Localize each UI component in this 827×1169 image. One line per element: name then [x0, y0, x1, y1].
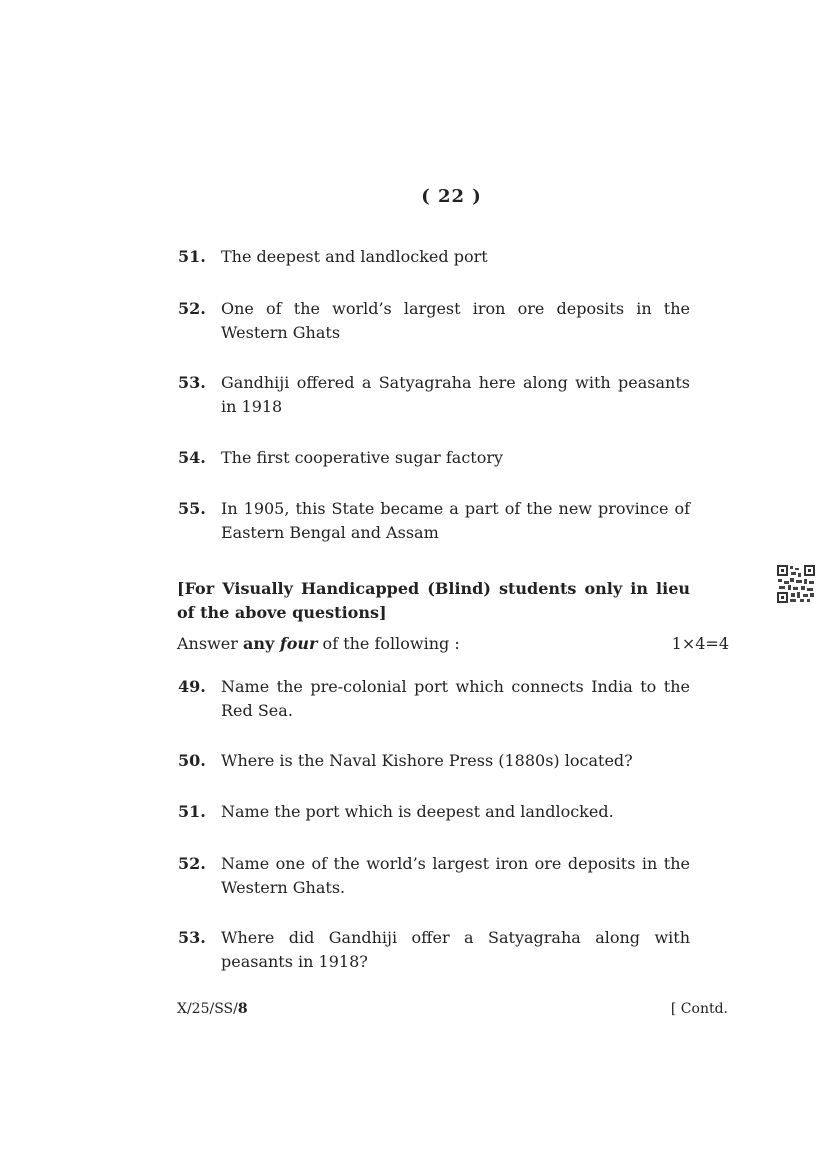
paper-code-prefix: X/25/SS/ [177, 1001, 238, 1017]
blind-students-note: [For Visually Handicapped (Blind) students only in lieu of the above questions] [177, 579, 690, 622]
question-number: 50. [178, 751, 206, 770]
question-55 [178, 497, 690, 545]
question-text: The deepest and landlocked port [221, 247, 488, 266]
question-text: In 1905, this State became a part of the new province of Eastern Bengal and Assam [221, 499, 690, 542]
question-number: 49. [178, 677, 206, 696]
question-text: Where did Gandhiji offer a Satyagraha along with peasants in 1918? [221, 928, 690, 971]
question-52 [178, 297, 690, 345]
question-50 [178, 749, 690, 773]
question-number: 51. [178, 802, 206, 821]
paper-code [177, 999, 248, 1019]
answer-instruction [177, 632, 729, 656]
question-text: Name the pre-colonial port which connects India to the Red Sea. [221, 677, 690, 720]
question-51-blind [178, 800, 690, 824]
qr-code-icon [776, 564, 816, 604]
question-number: 52. [178, 854, 206, 873]
question-text: One of the world’s largest iron ore deposits in the Western Ghats [221, 299, 690, 342]
question-number: 54. [178, 448, 206, 467]
question-54 [178, 446, 690, 470]
instruction-any: any [242, 634, 280, 653]
question-text: Gandhiji offered a Satyagraha here along with peasants in 1918 [221, 373, 690, 416]
instruction-prefix: Answer [177, 634, 243, 653]
question-text: Name one of the world’s largest iron ore deposits in the Western Ghats. [221, 854, 690, 897]
marks-allocation: 1×4=4 [671, 634, 729, 653]
question-text: Where is the Naval Kishore Press (1880s) located? [221, 751, 633, 770]
question-number: 51. [178, 247, 206, 266]
question-52-blind [178, 852, 690, 900]
question-text: The first cooperative sugar factory [221, 448, 504, 467]
question-number: 55. [178, 499, 206, 518]
paper-code-page: 8 [237, 1001, 248, 1017]
question-number: 52. [178, 299, 206, 318]
question-53-blind [178, 926, 690, 974]
question-number: 53. [178, 928, 206, 947]
question-51 [178, 245, 690, 269]
question-text: Name the port which is deepest and landlocked. [221, 802, 614, 821]
question-49 [178, 675, 690, 723]
instruction-four: four [279, 634, 318, 653]
continued-note: [ Contd. [670, 1001, 728, 1017]
question-number: 53. [178, 373, 206, 392]
instruction-suffix: of the following : [317, 634, 460, 653]
page-number: ( 22 ) [421, 186, 482, 207]
question-53 [178, 371, 690, 419]
